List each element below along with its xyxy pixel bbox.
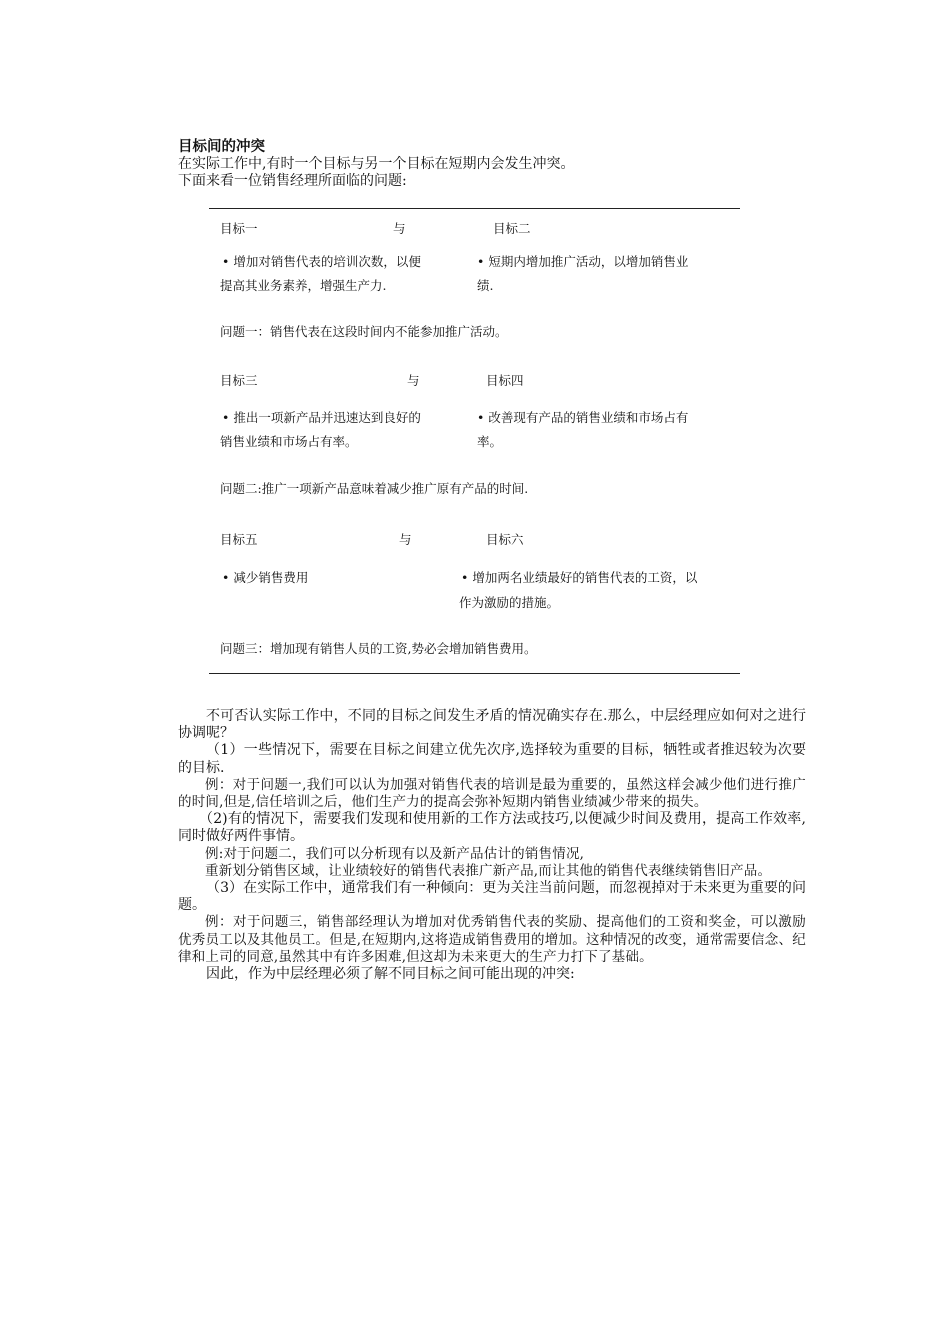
example-paragraph: 重新划分销售区域，让业绩较好的销售代表推广新产品,而让其他的销售代表继续销售旧产品。 bbox=[205, 862, 772, 879]
example-paragraph: 例:对于问题二，我们可以分析现有以及新产品估计的销售情况, bbox=[205, 845, 585, 862]
problem-2: 问题二:推广一项新产品意味着减少推广原有产品的时间. bbox=[220, 481, 529, 496]
section-title: 目标间的冲突 bbox=[178, 139, 265, 155]
goal-6-title: 目标六 bbox=[486, 532, 524, 547]
intro-line-1: 在实际工作中,有时一个目标与另一个目标在短期内会发生冲突。 bbox=[178, 156, 575, 172]
box-bottom-rule bbox=[209, 673, 740, 674]
goal-6-line-2: 作为激励的措施。 bbox=[459, 595, 560, 610]
goal-6-line-1: • 增加两名业绩最好的销售代表的工资，以 bbox=[461, 570, 698, 585]
goal-1-title: 目标一 bbox=[220, 221, 258, 236]
goal-2-line-2: 绩. bbox=[477, 278, 494, 293]
example-paragraph: 例：对于问题三，销售部经理认为增加对优秀销售代表的奖励、提高他们的工资和奖金，可以激励优秀员工以及其他员工。但是,在短期内,这将造成销售费用的增加。这种情况的改变，通常需要信念、纪律和上司的同意,虽然其中有许多困难,但这却为未来更大的生产力打下了基础。 bbox=[178, 914, 806, 965]
goal-3-line-2: 销售业绩和市场占有率。 bbox=[220, 434, 358, 449]
goal-2-line-1: • 短期内增加推广活动，以增加销售业 bbox=[477, 254, 689, 269]
goal-3-title: 目标三 bbox=[220, 373, 258, 388]
goal-4-line-1: • 改善现有产品的销售业绩和市场占有 bbox=[477, 410, 689, 425]
paragraph: （2)有的情况下，需要我们发现和使用新的工作方法或技巧,以便减少时间及费用，提高工作效率,同时做好两件事情。 bbox=[178, 811, 806, 845]
goal-conflict-box bbox=[209, 208, 740, 674]
goal-1-line-2: 提高其业务素养，增强生产力. bbox=[220, 278, 387, 293]
goal-5-line-1: • 减少销售费用 bbox=[222, 570, 309, 585]
goal-2-title: 目标二 bbox=[493, 221, 531, 236]
and-label: 与 bbox=[407, 373, 420, 388]
and-label: 与 bbox=[399, 532, 412, 547]
paragraph: （1）一些情况下，需要在目标之间建立优先次序,选择较为重要的目标，牺牲或者推迟较为次要的目标. bbox=[178, 742, 806, 776]
paragraph: （3）在实际工作中，通常我们有一种倾向：更为关注当前问题，而忽视掉对于未来更为重要的问题。 bbox=[178, 880, 806, 914]
goal-4-title: 目标四 bbox=[486, 373, 524, 388]
problem-1: 问题一：销售代表在这段时间内不能参加推广活动。 bbox=[220, 324, 508, 339]
body-text bbox=[178, 708, 806, 983]
paragraph: 因此，作为中层经理必须了解不同目标之间可能出现的冲突: bbox=[206, 966, 575, 983]
goal-1-line-1: • 增加对销售代表的培训次数，以便 bbox=[222, 254, 421, 269]
intro-line-2: 下面来看一位销售经理所面临的问题: bbox=[178, 173, 407, 189]
goal-4-line-2: 率。 bbox=[477, 434, 503, 449]
paragraph: 不可否认实际工作中，不同的目标之间发生矛盾的情况确实存在.那么，中层经理应如何对之进行协调呢？ bbox=[178, 708, 806, 742]
goal-5-title: 目标五 bbox=[220, 532, 258, 547]
problem-3: 问题三：增加现有销售人员的工资,势必会增加销售费用。 bbox=[220, 641, 537, 656]
goal-3-line-1: • 推出一项新产品并迅速达到良好的 bbox=[222, 410, 421, 425]
and-label: 与 bbox=[393, 221, 406, 236]
example-paragraph: 例：对于问题一,我们可以认为加强对销售代表的培训是最为重要的，虽然这样会减少他们进行推广的时间,但是,信任培训之后，他们生产力的提高会弥补短期内销售业绩减少带来的损失。 bbox=[178, 776, 806, 811]
